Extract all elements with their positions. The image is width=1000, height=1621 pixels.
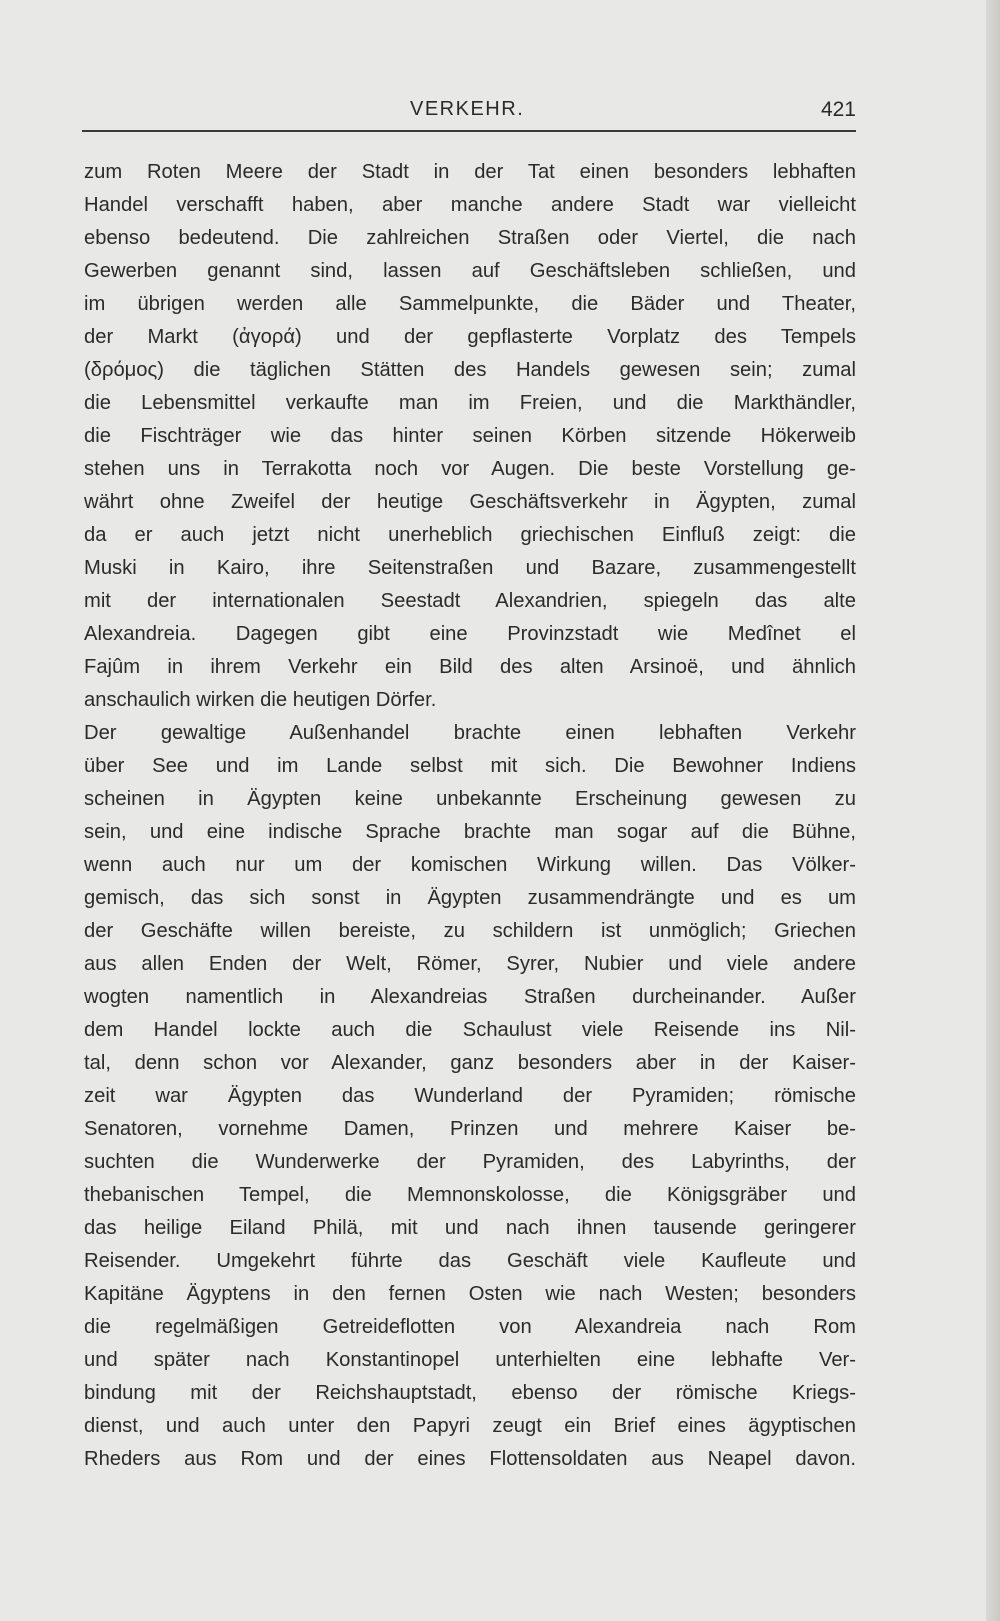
running-header xyxy=(82,98,856,128)
text-line: der Geschäfte willen bereiste, zu schildern ist unmöglich; Griechen xyxy=(84,920,856,942)
text-line: Senatoren, vornehme Damen, Prinzen und mehrere Kaiser be- xyxy=(84,1118,856,1140)
text-line: Kapitäne Ägyptens in den fernen Osten wie nach Westen; besonders xyxy=(84,1283,856,1305)
text-line: gemisch, das sich sonst in Ägypten zusammendrängte und es um xyxy=(84,887,856,909)
text-line: wogten namentlich in Alexandreias Straßen durcheinander. Außer xyxy=(84,986,856,1008)
text-line: Handel verschafft haben, aber manche andere Stadt war vielleicht xyxy=(84,194,856,216)
text-line: Alexandreia. Dagegen gibt eine Provinzstadt wie Medînet el xyxy=(84,623,856,645)
page-edge-shadow xyxy=(986,0,1000,1621)
page-number: 421 xyxy=(820,98,856,121)
text-line: Fajûm in ihrem Verkehr ein Bild des alten Arsinoë, und ähnlich xyxy=(84,656,856,678)
text-line: ebenso bedeutend. Die zahlreichen Straßen oder Viertel, die nach xyxy=(84,227,856,249)
text-line: Muski in Kairo, ihre Seitenstraßen und Bazare, zusammengestellt xyxy=(84,557,856,579)
text-line: Reisender. Umgekehrt führte das Geschäft viele Kaufleute und xyxy=(84,1250,856,1272)
text-line: thebanischen Tempel, die Memnonskolosse, die Königsgräber und xyxy=(84,1184,856,1206)
text-line: stehen uns in Terrakotta noch vor Augen. Die beste Vorstellung ge- xyxy=(84,458,856,480)
text-line: Rheders aus Rom und der eines Flottensoldaten aus Neapel davon. xyxy=(84,1448,856,1470)
text-line: (δρόμος) die täglichen Stätten des Handels gewesen sein; zumal xyxy=(84,359,856,381)
text-line: bindung mit der Reichshauptstadt, ebenso der römische Kriegs- xyxy=(84,1382,856,1404)
text-line: mit der internationalen Seestadt Alexandrien, spiegeln das alte xyxy=(84,590,856,612)
body-text xyxy=(84,156,856,1476)
text-line: die regelmäßigen Getreideflotten von Alexandreia nach Rom xyxy=(84,1316,856,1338)
text-line: der Markt (ἀγορά) und der gepflasterte Vorplatz des Tempels xyxy=(84,326,856,348)
running-head-title: VERKEHR. xyxy=(410,98,525,120)
text-line: wenn auch nur um der komischen Wirkung willen. Das Völker- xyxy=(84,854,856,876)
header-rule xyxy=(82,130,856,132)
text-line: tal, denn schon vor Alexander, ganz besonders aber in der Kaiser- xyxy=(84,1052,856,1074)
text-line: anschaulich wirken die heutigen Dörfer. xyxy=(84,689,437,711)
text-line: Gewerben genannt sind, lassen auf Geschäftsleben schließen, und xyxy=(84,260,856,282)
text-line: die Fischträger wie das hinter seinen Körben sitzende Hökerweib xyxy=(84,425,856,447)
text-line: sein, und eine indische Sprache brachte man sogar auf die Bühne, xyxy=(84,821,856,843)
text-line: das heilige Eiland Philä, mit und nach ihnen tausende geringerer xyxy=(84,1217,856,1239)
text-line: zeit war Ägypten das Wunderland der Pyramiden; römische xyxy=(84,1085,856,1107)
text-line: über See und im Lande selbst mit sich. Die Bewohner Indiens xyxy=(84,755,856,777)
text-line: suchten die Wunderwerke der Pyramiden, des Labyrinths, der xyxy=(84,1151,856,1173)
text-line: währt ohne Zweifel der heutige Geschäftsverkehr in Ägypten, zumal xyxy=(84,491,856,513)
text-line: da er auch jetzt nicht unerheblich griechischen Einfluß zeigt: die xyxy=(84,524,856,546)
text-line: dem Handel lockte auch die Schaulust viele Reisende ins Nil- xyxy=(84,1019,856,1041)
text-line: aus allen Enden der Welt, Römer, Syrer, Nubier und viele andere xyxy=(84,953,856,975)
text-line: dienst, und auch unter den Papyri zeugt ein Brief eines ägyptischen xyxy=(84,1415,856,1437)
text-line: die Lebensmittel verkaufte man im Freien, und die Markthändler, xyxy=(84,392,856,414)
text-line: zum Roten Meere der Stadt in der Tat einen besonders lebhaften xyxy=(84,161,856,183)
text-line: und später nach Konstantinopel unterhielten eine lebhafte Ver- xyxy=(84,1349,856,1371)
text-line: im übrigen werden alle Sammelpunkte, die Bäder und Theater, xyxy=(84,293,856,315)
text-line: Der gewaltige Außenhandel brachte einen lebhaften Verkehr xyxy=(84,722,856,744)
text-line: scheinen in Ägypten keine unbekannte Erscheinung gewesen zu xyxy=(84,788,856,810)
